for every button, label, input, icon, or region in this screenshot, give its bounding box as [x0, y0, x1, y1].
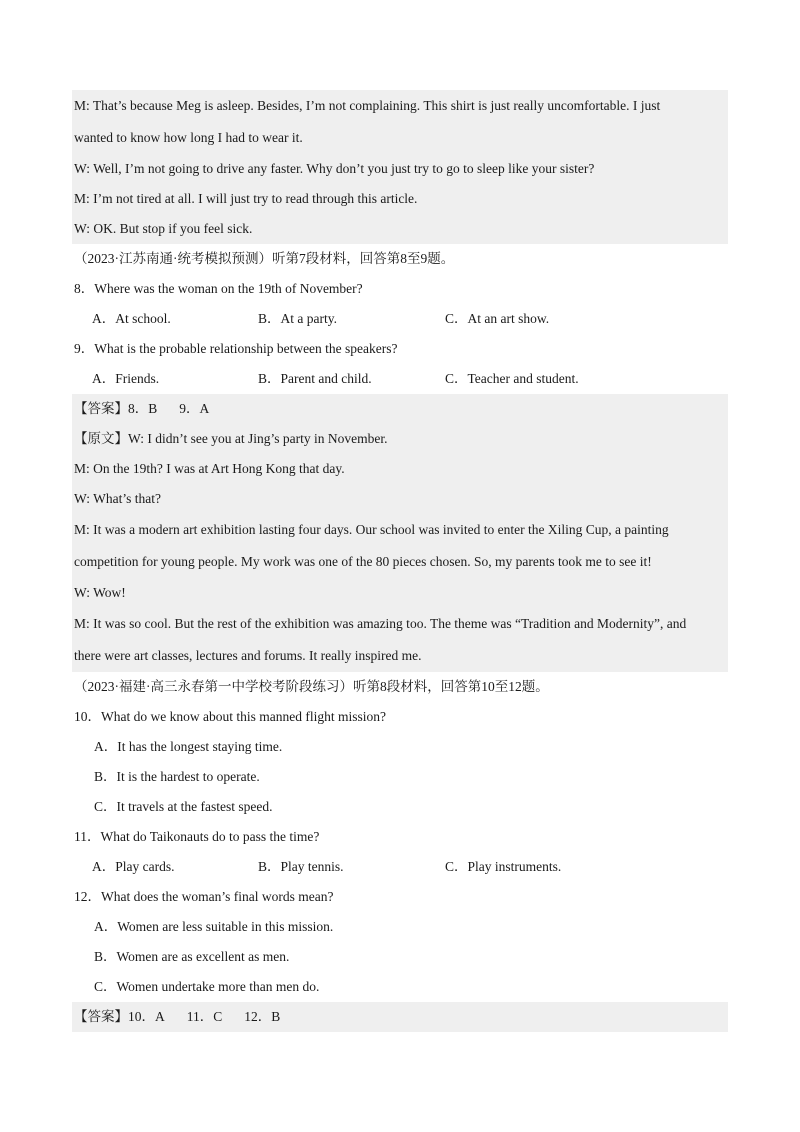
answer-value: 11．C — [186, 1009, 223, 1024]
transcript-label: 【原文】 — [74, 431, 128, 446]
option-c: C．Teacher and student. — [445, 371, 579, 386]
transcript-line: W: OK. But stop if you feel sick. — [74, 221, 253, 236]
transcript-line: M: On the 19th? I was at Art Hong Kong that day. — [74, 461, 345, 476]
answer-value: 10．A — [128, 1009, 165, 1024]
answer-value: 8．B — [128, 401, 158, 416]
transcript-line: wanted to know how long I had to wear it. — [74, 130, 303, 145]
section-source: （2023·江苏南通·统考模拟预测）听第7段材料，回答第8至9题。 — [74, 251, 455, 266]
answer-transcript-block-7 — [72, 394, 728, 672]
option-a: A．Women are less suitable in this mission. — [94, 919, 334, 934]
answer-value: 9．A — [179, 401, 210, 416]
transcript-line: M: It was a modern art exhibition lasting four days. Our school was invited to enter the Xiling Cup, a painting — [74, 522, 669, 537]
transcript-line: W: Wow! — [74, 585, 126, 600]
section-source: （2023·福建·高三永春第一中学校考阶段练习）听第8段材料，回答第10至12题。 — [74, 679, 549, 694]
question-11: 11．What do Taikonauts do to pass the time? — [74, 829, 320, 844]
question-10: 10．What do we know about this manned flight mission? — [74, 709, 386, 724]
option-c: C．Women undertake more than men do. — [94, 979, 320, 994]
option-a: A．It has the longest staying time. — [94, 739, 283, 754]
option-b: B．Parent and child. — [258, 371, 372, 386]
transcript-line: M: That’s because Meg is asleep. Besides, I’m not complaining. This shirt is just really uncomfortable. I just — [74, 98, 661, 113]
question-12: 12．What does the woman’s final words mean? — [74, 889, 334, 904]
answer-value: 12．B — [244, 1009, 281, 1024]
option-b: B．Play tennis. — [258, 859, 344, 874]
transcript-line: W: Well, I’m not going to drive any faster. Why don’t you just try to go to sleep like your sister? — [74, 161, 595, 176]
option-b: B．It is the hardest to operate. — [94, 769, 260, 784]
transcript-line: M: It was so cool. But the rest of the exhibition was amazing too. The theme was “Tradition and Modernity”, and — [74, 616, 687, 631]
options-8 — [72, 304, 728, 334]
transcript-line: M: I’m not tired at all. I will just try to read through this article. — [74, 191, 418, 206]
option-c: C．It travels at the fastest speed. — [94, 799, 273, 814]
question-9: 9．What is the probable relationship between the speakers? — [74, 341, 398, 356]
option-a: A．Play cards. — [92, 859, 175, 874]
question-8: 8．Where was the woman on the 19th of November? — [74, 281, 363, 296]
transcript-line: competition for young people. My work was one of the 80 pieces chosen. So, my parents took me to see it! — [74, 554, 652, 569]
options-11 — [72, 852, 728, 882]
transcript-line: 【原文】W: I didn’t see you at Jing’s party in November. — [74, 431, 388, 446]
option-b: B．At a party. — [258, 311, 337, 326]
answer-block-8 — [72, 1002, 728, 1032]
option-c: C．Play instruments. — [445, 859, 562, 874]
transcript-line: W: What’s that? — [74, 491, 161, 506]
answer-line — [72, 394, 728, 424]
option-a: A．At school. — [92, 311, 171, 326]
transcript-block-6 — [72, 90, 728, 244]
option-b: B．Women are as excellent as men. — [94, 949, 290, 964]
option-c: C．At an art show. — [445, 311, 550, 326]
transcript-line: there were art classes, lectures and forums. It really inspired me. — [74, 648, 422, 663]
option-a: A．Friends. — [92, 371, 160, 386]
document-content — [72, 90, 728, 1032]
options-9 — [72, 364, 728, 394]
answer-label: 【答案】 — [74, 401, 128, 416]
answer-label: 【答案】 — [74, 1009, 128, 1024]
answer-line — [72, 1002, 728, 1032]
